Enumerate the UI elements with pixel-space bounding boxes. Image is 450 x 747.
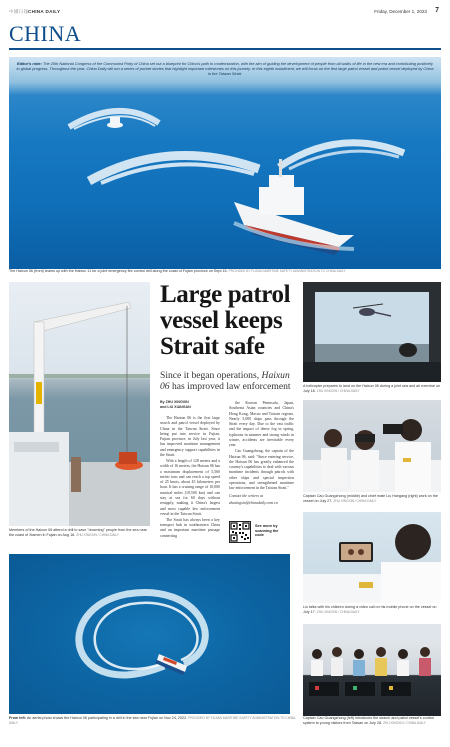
article-byline	[160, 400, 220, 409]
aerial-photo	[9, 554, 290, 714]
video-call-caption-credit: ZHU XINGXIN / CHINA DAILY	[316, 609, 360, 614]
paragraph: The Haixun 06 is the first large search and patrol vessel deployed by China in the Taiwan Strait. Since being put into service in Fujian, Fujian province, in July last year, it has improved maritime management and emergency support capabilities in the Strait.	[160, 416, 220, 458]
control-room-photo	[303, 624, 441, 716]
hero-photo-illustration	[9, 57, 441, 269]
aerial-photo-illustration	[9, 554, 290, 714]
binoculars-caption-credit: ZHU XINGXIN / CHINA DAILY	[333, 498, 377, 503]
masthead-brand: CHINA DAILY	[28, 9, 61, 14]
hero-caption-text: The Haixun 06 (front) teams up with the Haixun 11 for a joint emergency fire control drill along the coast of Fujian province on Sept 15.	[9, 269, 228, 273]
masthead-date: Friday, December 1, 2023	[374, 9, 427, 14]
qr-code-icon[interactable]	[229, 521, 251, 543]
byline-author-1: By ZHU XINGXIN	[160, 400, 189, 404]
video-call-photo-illustration	[303, 512, 441, 603]
qr-code-label: See more by scanning the code	[255, 524, 279, 538]
aerial-caption-credit: PROVIDED BY FUJIAN MARITIME SAFETY ADMINISTRATION TO CHINA DAILY	[9, 716, 296, 725]
article-column-2	[229, 401, 294, 507]
helicopter-caption-credit: ZHU XINGXIN / CHINA DAILY	[316, 388, 360, 393]
crane-photo	[9, 282, 150, 526]
deck-vessel-name: Haixun 06	[160, 370, 290, 392]
helicopter-photo-illustration	[303, 282, 441, 382]
video-call-photo	[303, 512, 441, 603]
section-title: CHINA	[9, 21, 82, 46]
control-room-caption-text: Captain Cao Guangzhong (left) introduces the search and patrol vessel's control system to young visitors from Taiwan on July 28.	[303, 716, 434, 725]
editors-note	[16, 61, 434, 77]
helicopter-caption	[303, 384, 441, 393]
binoculars-photo-illustration	[303, 400, 441, 492]
hero-photo	[9, 57, 441, 269]
editors-note-text: The 20th National Congress of the Communist Party of China set out a blueprint for China's path to modernization, with the aim of guiding the development of people from all walks of life in the new era and contributing positively to global progress. Throughout the year, China Daily will run a series of pocket stories that highlight important milestones on this journey. In this eighth installment, we will focus on the first large patrol vessel and patrol vessel deployed by China in the Taiwan Strait.	[16, 61, 434, 77]
contact-email[interactable]: zhuxingxin@chinadaily.com.cn	[229, 500, 278, 505]
editors-note-label: Editor's note:	[16, 61, 42, 66]
crane-caption-text: Members of the Haixun 06 attend a drill to save "drowning" people from the sea near the coast of Xiamen in Fujian on Aug 16.	[9, 528, 147, 537]
section-rule	[9, 48, 441, 50]
deck-text-end: has improved law enforcement	[169, 380, 291, 392]
control-room-caption-credit: ZHU XINGXIN / CHINA DAILY	[383, 720, 426, 725]
article-deck	[160, 371, 300, 392]
video-call-caption-text: Liu talks with his children during a video call on his mobile phone on the vessel on July 17.	[303, 605, 437, 614]
qr-code-graphic	[230, 522, 250, 542]
binoculars-caption-text: Captain Cao Guangzhong (middle) and chief mate Liu Hangang (right) work on the vessel on July 27.	[303, 494, 438, 503]
aerial-caption-text: An aerial photo shows the Haixun 06 participating in a drill in the sea near Fujian on Nov 24, 2022.	[26, 716, 188, 720]
video-call-caption	[303, 605, 441, 614]
masthead-brand-cn: 中國日報	[9, 9, 29, 14]
byline-author-2: and LIU XIANGAN	[160, 404, 191, 409]
crane-photo-illustration	[9, 282, 150, 526]
hero-caption	[9, 269, 441, 274]
paragraph: The Strait has always been a key transport hub in southeastern China and an important maritime passage connecting	[160, 517, 220, 538]
paragraph: With a length of 128 meters and a width of 16 meters, the Haixun 06 has a maximum displacement of 5,560 metric tons and can reach a top speed of 25 knots, about 45 kilometers per hour. It has a cruising range of 10,000 nautical miles (18,500 km) and can stay at sea for 60 days without resupply, making it China's largest and most capable law enforcement vessel in the Taiwan Strait.	[160, 458, 220, 516]
hero-caption-credit: PROVIDED BY FUJIAN MARITIME SAFETY ADMINISTRATION TO CHINA DAILY	[228, 269, 346, 273]
crane-caption-credit: ZHU XINGXIN / CHINA DAILY	[76, 532, 120, 537]
binoculars-photo	[303, 400, 441, 492]
article-column-1	[160, 416, 220, 540]
page-number: 7	[435, 7, 439, 14]
paragraph: Cao Guangzhong, the captain of the Haixun 06, said: "Since entering service, the Haixun 06 has greatly enhanced the country's capabilities to deal with various maritime incidents through patrols with other ships and special inspection operations, and strengthened maritime law enforcement in the Taiwan Strait."	[229, 449, 294, 491]
binoculars-caption	[303, 494, 441, 503]
article-headline: Large patrol vessel keeps Strait safe	[160, 281, 291, 360]
contact-label: Contact the writers at	[229, 493, 264, 498]
helicopter-photo	[303, 282, 441, 382]
deck-text-start: Since it began operations,	[160, 370, 262, 381]
paragraph: the Korean Peninsula, Japan, Southeast Asian countries and China's Hong Kong, Macao and Taiwan regions. Nearly 5,000 ships pass through the Strait every day. Due to the vast traffic and the impact of dense fog in spring, typhoons in summer and strong winds in winter, accidents are inevitable every year.	[229, 401, 294, 448]
control-room-photo-illustration	[303, 624, 441, 716]
aerial-caption-lead: From left:	[9, 716, 27, 720]
aerial-caption	[9, 716, 299, 725]
crane-caption	[9, 528, 150, 537]
masthead	[9, 4, 441, 18]
helicopter-caption-text: A helicopter prepares to land on the Haixun 06 during a joint sea and air exercise on July 18.	[303, 384, 441, 393]
control-room-caption	[303, 716, 441, 725]
